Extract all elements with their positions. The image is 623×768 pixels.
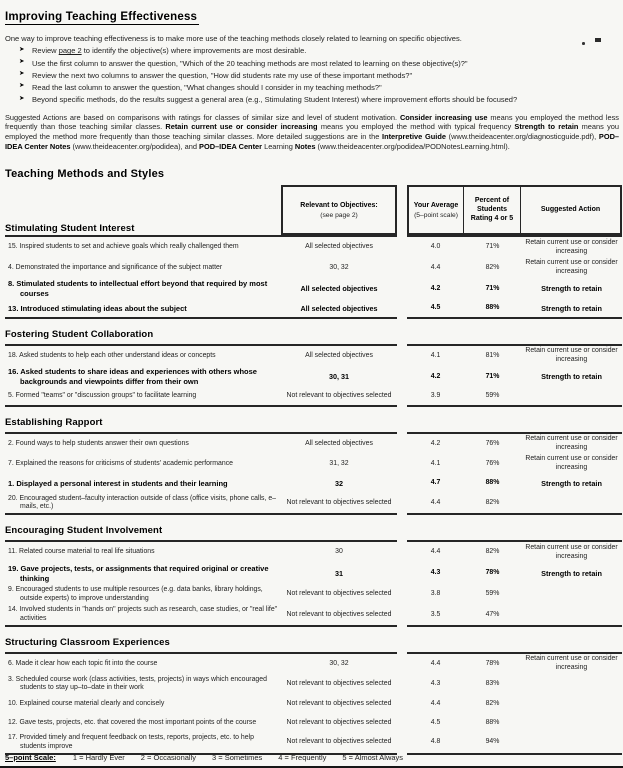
average-cell: 4.2 (430, 284, 441, 292)
method-text: 6. Made it clear how each topic fit into the course (8, 659, 158, 667)
method-cell (5, 540, 281, 562)
average-cell: 4.0 (407, 235, 464, 257)
col-header-sublabel: (5–point scale) (414, 211, 458, 219)
table-gap (397, 454, 407, 474)
text-segment: Notes (292, 141, 316, 151)
relevant-cell: All selected objectives (281, 235, 397, 257)
method-text: 20. Encouraged student–faculty interaction outside of class (office visits, phone calls, e–mails, etc.) (8, 494, 276, 511)
text-segment: POD–IDEA Center Notes (5, 132, 620, 151)
method-text: 18. Asked students to help each other understand ideas or concepts (8, 351, 216, 359)
average-cell: 4.3 (430, 569, 441, 577)
section-title: Fostering Student Collaboration (5, 328, 154, 340)
scan-dot-artifact (582, 42, 585, 45)
action-cell (521, 605, 622, 627)
instruction-list (5, 46, 621, 104)
method-cell (5, 652, 281, 674)
table-heading: Teaching Methods and Styles (5, 168, 165, 181)
average-cell: 4.7 (430, 479, 441, 487)
average-cell: 4.4 (430, 699, 441, 707)
text-segment: www.theideacenter.org/podidea/PODNotesLearning.html (319, 141, 506, 151)
column-header-row (5, 185, 621, 235)
action-cell: Strength to retain (541, 284, 602, 294)
arrow-bullet-icon: ➤ (19, 45, 25, 53)
col-header-percent-rating (464, 185, 521, 235)
average-cell: 4.1 (430, 459, 441, 467)
method-row (5, 540, 621, 562)
action-cell: Strength to retain (521, 300, 622, 319)
relevant-cell: Not relevant to objectives selected (281, 493, 397, 515)
method-row (5, 454, 621, 474)
method-cell (5, 493, 281, 515)
method-text: 7. Explained the reasons for criticisms of students' academic performance (8, 459, 233, 467)
scale-item: 3 = Sometimes (212, 753, 263, 762)
table-gap (397, 344, 407, 366)
arrow-bullet-icon: ➤ (19, 58, 25, 66)
action-cell (521, 388, 622, 407)
relevant-cell: 31, 32 (329, 459, 349, 467)
action-cell: Retain current use or consider increasing (521, 344, 622, 366)
method-cell (5, 694, 281, 713)
text-segment: Read the last column to answer the question, "What changes should I consider in my teaching methods?" (32, 82, 382, 92)
method-row (5, 584, 621, 604)
method-cell (5, 584, 281, 604)
method-text: 19. Gave projects, tests, or assignments that required original or creative thinking (8, 564, 269, 583)
method-cell (5, 674, 281, 694)
method-row (5, 366, 621, 388)
col-header-label: Your Average (413, 202, 459, 210)
text-segment: Consider increasing use (399, 112, 488, 122)
method-text: 3. Scheduled course work (class activities, tests, projects) in ways which encouraged students to stay up–to–date in their work (8, 675, 267, 692)
method-cell (5, 235, 281, 257)
method-section (5, 235, 621, 318)
action-cell: Retain current use or consider increasing (525, 455, 618, 472)
method-text: 14. Involved students in "hands on" projects such as research, case studies, or "real life" activities (8, 606, 278, 622)
method-row (5, 258, 621, 278)
scale-items (73, 753, 403, 762)
text-segment: www.theideacenter.org/diagnosticguide.pdf (451, 132, 592, 142)
relevant-cell: All selected objectives (281, 344, 397, 366)
method-text: 1. Displayed a personal interest in students and their learning (8, 479, 228, 488)
method-row (5, 344, 621, 366)
method-row (5, 278, 621, 300)
col-header-label: Relevant to Objectives: (300, 202, 378, 210)
average-cell: 3.9 (407, 388, 464, 407)
relevant-cell: All selected objectives (300, 284, 378, 294)
first-section-title-slot (5, 185, 281, 235)
method-row (5, 474, 621, 493)
text-segment: Review the next two columns to answer the question, "How did students rate my use of these important methods?" (32, 70, 413, 80)
text-segment: POD–IDEA Center (199, 141, 265, 151)
action-cell: Retain current use or consider increasing (521, 652, 622, 674)
section-title: Structuring Classroom Experiences (5, 636, 170, 648)
relevant-cell: All selected objectives (281, 300, 397, 319)
action-cell: Retain current use or consider increasing (521, 540, 622, 562)
text-segment: ( (70, 141, 75, 151)
table-gap (397, 584, 407, 604)
action-cell: Retain current use or consider increasing (521, 432, 622, 454)
table-gap (397, 235, 407, 257)
table-gap (397, 300, 407, 319)
method-text: 13. Introduced stimulating ideas about the subject (8, 303, 187, 313)
text-segment: www.theideacenter.org/podidea (74, 141, 179, 151)
text-segment: Retain current use or consider increasing (165, 122, 318, 132)
col-header-label: Percent of Students Rating 4 or 5 (470, 197, 514, 222)
method-row (5, 563, 621, 585)
method-row (5, 605, 621, 627)
average-cell: 3.8 (430, 590, 441, 598)
percent-cell: 78% (464, 652, 521, 674)
table-gap (397, 388, 407, 407)
method-text: 12. Gave tests, projects, etc. that covered the most important points of the course (8, 718, 257, 726)
text-segment: Strength to retain (514, 122, 579, 132)
text-segment: page 2 (58, 46, 82, 56)
method-section (5, 525, 621, 627)
relevant-cell: Not relevant to objectives selected (281, 732, 397, 754)
action-cell (521, 732, 622, 754)
method-row (5, 388, 621, 407)
method-cell (5, 732, 281, 754)
relevant-cell: 32 (335, 479, 343, 489)
text-segment: to identify the objective(s) where improvements are most desirable. (81, 46, 307, 56)
scale-item: 5 = Almost Always (342, 753, 404, 762)
percent-cell: 76% (464, 432, 521, 454)
average-cell: 4.5 (407, 300, 464, 319)
relevant-cell: 31 (335, 569, 343, 579)
method-text: 9. Encouraged students to use multiple resources (e.g. data banks, library holdings, outside experts) to improve understanding (8, 585, 263, 602)
percent-cell: 82% (464, 493, 521, 515)
section-title: Stimulating Student Interest (5, 223, 135, 235)
relevant-cell: Not relevant to objectives selected (286, 590, 392, 598)
relevant-cell: Not relevant to objectives selected (286, 680, 392, 687)
page-title: Improving Teaching Effectiveness (5, 11, 198, 23)
method-cell (5, 605, 281, 627)
percent-cell: 76% (485, 459, 500, 467)
scan-dash-artifact (595, 38, 601, 42)
percent-cell: 82% (464, 540, 521, 562)
method-cell (5, 563, 281, 585)
method-row (5, 674, 621, 694)
action-cell (521, 694, 622, 713)
table-gap (397, 732, 407, 754)
method-cell (5, 474, 281, 493)
table-gap (397, 563, 407, 585)
col-header-relevant-to-objectives (281, 185, 397, 235)
method-row (5, 652, 621, 674)
percent-cell: 59% (485, 590, 500, 598)
method-row (5, 732, 621, 754)
table-gap (397, 493, 407, 515)
percent-cell: 88% (485, 479, 500, 487)
scale-label: 5–point Scale: (5, 753, 56, 762)
method-section (5, 417, 621, 516)
percent-cell: 47% (464, 605, 521, 627)
average-cell: 4.4 (430, 263, 441, 271)
text-segment: means you employed the method less frequently than those teaching similar classes. (5, 112, 619, 132)
percent-cell: 78% (485, 569, 500, 577)
intro-text: One way to improve teaching effectiveness is to make more use of the teaching methods closely related to learning on specific objectives. (5, 34, 462, 43)
text-segment: Beyond specific methods, do the results suggest a general area (e.g., Stimulating Student Interest) where improvement efforts should be focused? (32, 95, 518, 105)
scale-item: 1 = Hardly Ever (72, 753, 125, 762)
relevant-cell: 30, 32 (281, 652, 397, 674)
action-cell: Strength to retain (541, 479, 602, 489)
method-section (5, 329, 621, 407)
method-cell (5, 432, 281, 454)
col-header-suggested-action (521, 185, 622, 235)
table-gap (397, 713, 407, 732)
table-gap (397, 278, 407, 300)
method-cell (5, 344, 281, 366)
col-header-label: Suggested Action (540, 206, 601, 214)
average-cell: 4.1 (407, 344, 464, 366)
action-cell (521, 493, 622, 515)
method-text: 4. Demonstrated the importance and significance of the subject matter (8, 263, 223, 271)
method-row (5, 713, 621, 732)
average-cell: 4.4 (407, 493, 464, 515)
percent-cell: 88% (464, 300, 521, 319)
percent-cell: 82% (485, 699, 500, 707)
text-segment: means you employed the method more frequently than those teaching similar classes. More detailed suggestions are in the (5, 122, 619, 142)
percent-cell: 82% (485, 263, 500, 271)
relevant-cell: Not relevant to objectives selected (286, 699, 392, 707)
table-gap (397, 540, 407, 562)
average-cell: 4.4 (407, 652, 464, 674)
method-text: 11. Related course material to real life situations (8, 548, 155, 556)
average-cell: 4.4 (407, 540, 464, 562)
method-row (5, 694, 621, 713)
sections-container (5, 235, 621, 754)
instruction-item (19, 82, 621, 93)
average-cell: 4.2 (430, 372, 441, 380)
header-gap (397, 185, 407, 235)
percent-cell: 71% (485, 284, 500, 292)
text-segment: ( (315, 141, 320, 151)
text-segment: means you employed the method with typical frequency (317, 122, 515, 132)
method-row (5, 235, 621, 257)
method-cell (5, 300, 281, 319)
average-cell: 4.5 (430, 718, 441, 726)
relevant-cell: All selected objectives (281, 432, 397, 454)
table-gap (397, 474, 407, 493)
text-segment: Interpretive Guide (382, 132, 446, 142)
arrow-bullet-icon: ➤ (19, 82, 25, 90)
table-gap (397, 674, 407, 694)
method-text: 10. Explained course material clearly and concisely (8, 699, 165, 707)
table-gap (397, 605, 407, 627)
method-row (5, 300, 621, 319)
arrow-bullet-icon: ➤ (19, 94, 25, 102)
table-gap (397, 432, 407, 454)
suggested-actions-legend (5, 113, 621, 152)
action-cell: Strength to retain (541, 569, 602, 578)
scale-item: 2 = Occasionally (140, 753, 197, 762)
method-cell (5, 713, 281, 732)
method-cell (5, 278, 281, 300)
section-title: Establishing Rapport (5, 416, 103, 428)
section-title: Encouraging Student Involvement (5, 525, 163, 537)
method-text: 16. Asked students to share ideas and experiences with others whose backgrounds and viewpoints differ from their own (8, 367, 257, 386)
action-cell: Strength to retain (541, 372, 602, 382)
text-segment: ( (445, 132, 452, 142)
method-cell (5, 258, 281, 278)
relevant-cell: Not relevant to objectives selected (281, 388, 397, 407)
percent-cell: 59% (464, 388, 521, 407)
action-cell: Retain current use or consider increasing (525, 259, 618, 275)
arrow-bullet-icon: ➤ (19, 70, 25, 78)
col-header-sublabel: (see page 2) (320, 211, 358, 219)
method-text: 17. Provided timely and frequent feedback on tests, reports, projects, etc. to help students improve (8, 733, 254, 750)
text-segment: ), (591, 132, 599, 142)
percent-cell: 71% (464, 235, 521, 257)
average-cell: 3.5 (407, 605, 464, 627)
method-section (5, 637, 621, 755)
method-text: 15. Inspired students to set and achieve goals which really challenged them (8, 243, 239, 251)
action-cell (521, 674, 622, 694)
method-cell (5, 366, 281, 388)
percent-cell: 88% (485, 718, 500, 726)
relevant-cell: 30, 31 (329, 372, 349, 382)
average-cell: 4.2 (407, 432, 464, 454)
method-cell (5, 388, 281, 407)
average-cell: 4.8 (407, 732, 464, 754)
percent-cell: 94% (464, 732, 521, 754)
text-segment: Use the first column to answer the question, "Which of the 20 teaching methods are most related to learning on these objective(s)?" (32, 58, 468, 68)
text-segment: ), and (178, 141, 200, 151)
text-segment: Review (32, 46, 59, 56)
scale-footer (5, 753, 403, 762)
action-cell (521, 584, 622, 604)
percent-cell: 71% (485, 372, 500, 380)
text-segment: Learning (264, 141, 293, 151)
table-gap (397, 366, 407, 388)
method-cell (5, 454, 281, 474)
text-segment: ). (505, 141, 510, 151)
instruction-item (19, 58, 621, 69)
action-cell (521, 713, 622, 732)
relevant-cell: Not relevant to objectives selected (281, 605, 397, 627)
method-row (5, 493, 621, 515)
action-cell: Retain current use or consider increasing (521, 235, 622, 257)
method-text: 5. Formed "teams" or "discussion groups" to facilitate learning (8, 391, 197, 399)
table-gap (397, 258, 407, 278)
relevant-cell: 30, 32 (329, 263, 349, 271)
average-cell: 4.3 (430, 680, 441, 687)
instruction-item (19, 45, 621, 56)
relevant-cell: 30 (281, 540, 397, 562)
table-gap (397, 652, 407, 674)
instruction-item (19, 94, 621, 105)
percent-cell: 83% (485, 680, 500, 687)
col-header-your-average (407, 185, 464, 235)
method-text: 8. Stimulated students to intellectual effort beyond that required by most courses (8, 279, 268, 298)
method-row (5, 432, 621, 454)
table-gap (397, 694, 407, 713)
text-segment: Suggested Actions are based on comparisons with ratings for classes of similar size and level of student motivation. (5, 112, 400, 122)
relevant-cell: Not relevant to objectives selected (286, 718, 392, 726)
instruction-item (19, 70, 621, 81)
percent-cell: 81% (464, 344, 521, 366)
method-text: 2. Found ways to help students answer their own questions (8, 439, 189, 447)
scale-item: 4 = Frequently (278, 753, 327, 762)
